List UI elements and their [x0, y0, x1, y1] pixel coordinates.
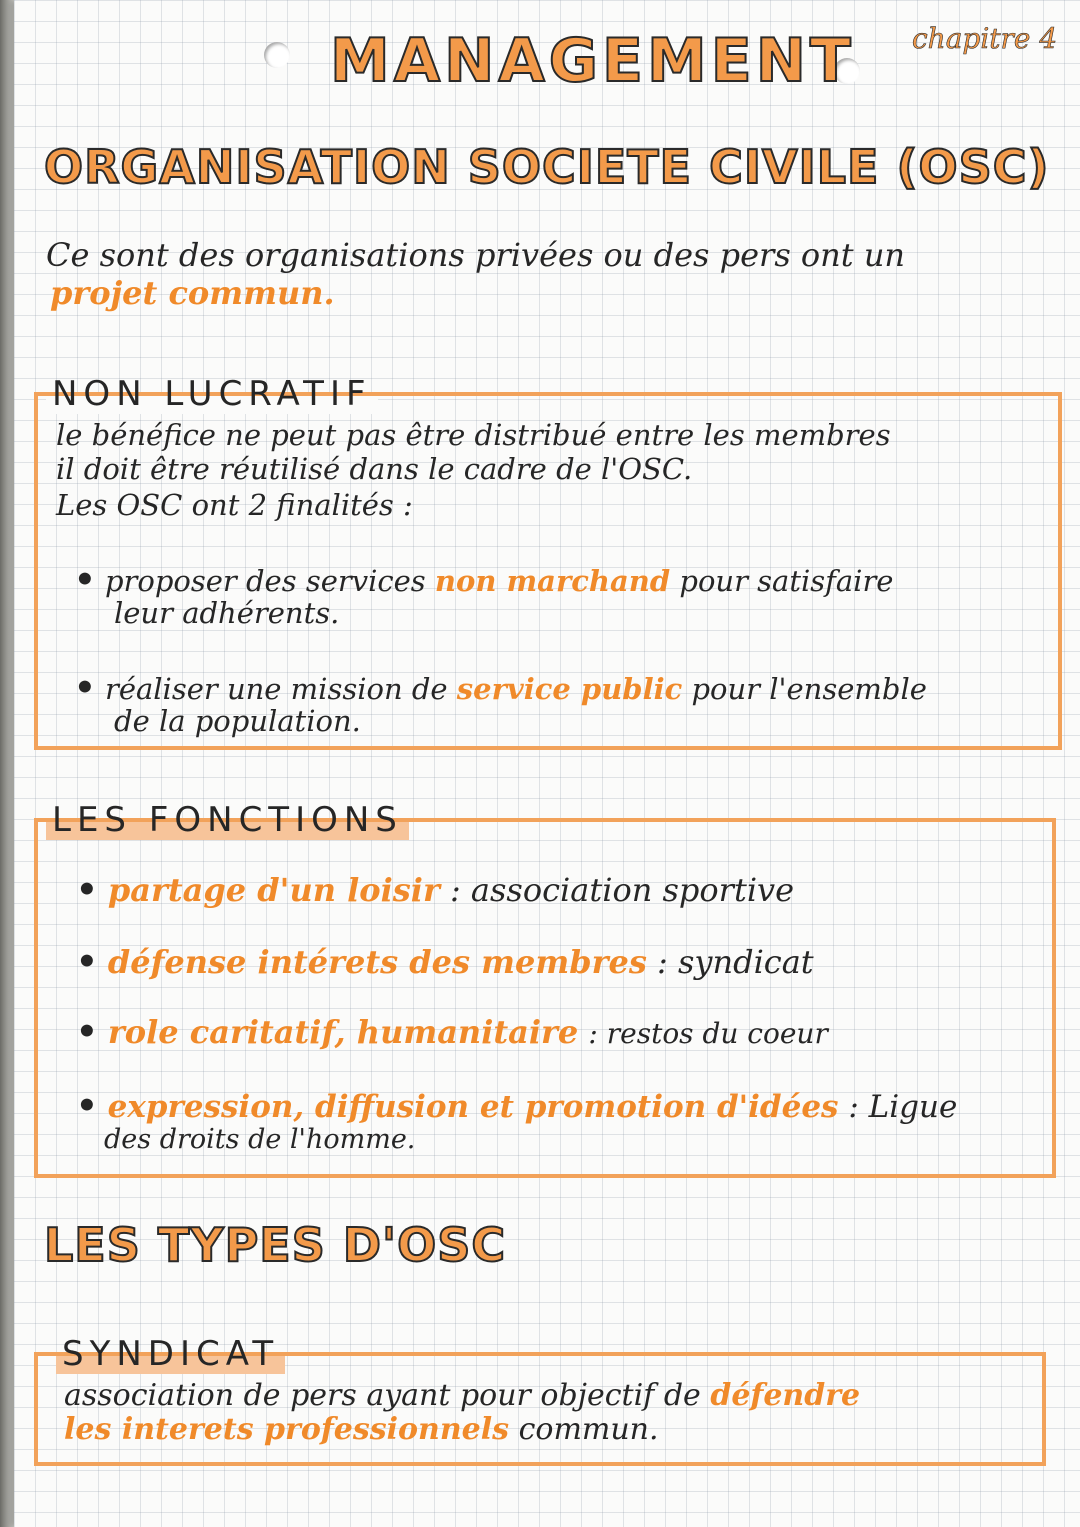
fonction-1-highlight: partage d'un loisir: [107, 871, 440, 909]
finalite-2-continuation: de la population.: [114, 704, 361, 738]
fonction-item-4: [76, 1086, 957, 1126]
types-heading: LES TYPES D'OSC: [44, 1218, 507, 1272]
bullet-dot-icon: •: [74, 560, 96, 600]
page-title: MANAGEMENT: [330, 26, 855, 96]
fonction-item-2: [76, 942, 814, 982]
fonctions-title: LES FONCTIONS: [46, 800, 409, 840]
non-lucratif-title: NON LUCRATIF: [46, 374, 378, 414]
finalite-1-after: pour satisfaire: [679, 564, 894, 598]
fonction-4-highlight: expression, diffusion et promotion d'idées: [107, 1089, 839, 1125]
intro-text: Ce sont des organisations privées ou des pers ont un: [46, 236, 906, 274]
fonction-3-highlight: role caritatif, humanitaire: [107, 1013, 579, 1051]
fonction-item-1: [76, 870, 794, 910]
bullet-dot-icon: •: [76, 1086, 98, 1126]
finalite-1-continuation: leur adhérents.: [114, 596, 340, 630]
page-binding-edge: [0, 0, 14, 1527]
syndicat-line-2-highlight: les interets professionnels: [64, 1412, 510, 1447]
syndicat-title: SYNDICAT: [56, 1334, 285, 1374]
main-subtitle: ORGANISATION SOCIETE CIVILE (OSC): [44, 140, 1050, 194]
syndicat-line-1-text: association de pers ayant pour objectif de: [64, 1378, 701, 1413]
non-lucratif-line-2: il doit être réutilisé dans le cadre de l'OSC.: [56, 452, 693, 486]
fonction-item-3: [76, 1012, 828, 1052]
finalite-2-text: réaliser une mission de: [104, 672, 448, 706]
finalite-item-2: [74, 668, 927, 708]
non-lucratif-line-1: le bénéfice ne peut pas être distribué entre les membres: [56, 418, 891, 452]
chapter-label: chapitre 4: [912, 22, 1058, 55]
fonction-3-rest: : restos du coeur: [588, 1017, 828, 1050]
finalite-2-highlight: service public: [456, 672, 683, 706]
finalite-1-text: proposer des services: [104, 564, 426, 598]
finalite-item-1: [74, 560, 893, 600]
syndicat-line-1: [64, 1378, 860, 1413]
finalite-1-highlight: non marchand: [434, 564, 671, 598]
fonction-1-rest: : association sportive: [449, 871, 795, 909]
bullet-dot-icon: •: [74, 668, 96, 708]
non-lucratif-line-3: Les OSC ont 2 finalités :: [56, 488, 413, 522]
syndicat-line-2: [64, 1412, 659, 1447]
fonction-4-continuation: des droits de l'homme.: [104, 1124, 416, 1155]
graph-paper-sheet: [14, 0, 1080, 1527]
syndicat-line-2-text: commun.: [518, 1412, 659, 1447]
fonction-4-rest: : Ligue: [848, 1089, 958, 1125]
bullet-dot-icon: •: [76, 870, 98, 910]
bullet-dot-icon: •: [76, 942, 98, 982]
finalite-2-after: pour l'ensemble: [691, 672, 927, 706]
punch-hole-left: [264, 42, 290, 68]
fonction-2-highlight: défense intérets des membres: [107, 943, 647, 981]
fonction-2-rest: : syndicat: [657, 943, 814, 981]
bullet-dot-icon: •: [76, 1012, 98, 1052]
syndicat-line-1-highlight: défendre: [710, 1378, 861, 1413]
intro-highlight: projet commun.: [50, 274, 335, 312]
intro-line: [46, 236, 905, 274]
